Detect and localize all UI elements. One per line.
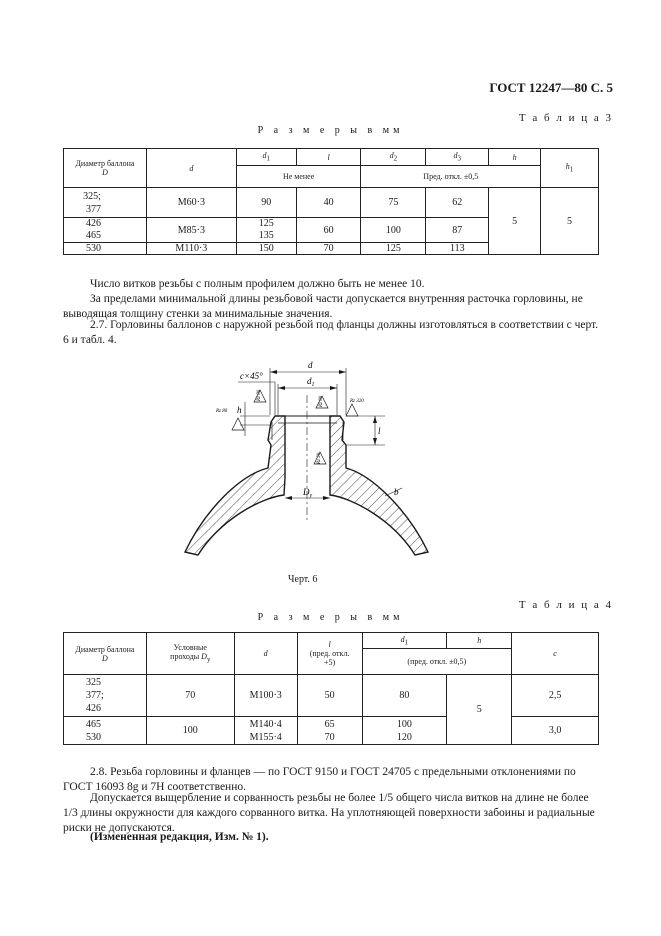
t3-cell-d: M110·3 bbox=[146, 243, 236, 255]
t3-cell-l: 60 bbox=[296, 218, 361, 243]
t3-head-d3: d3 bbox=[426, 149, 489, 166]
t3-cell-d2: 125 bbox=[361, 243, 426, 255]
t3-cell-l: 70 bbox=[296, 243, 361, 255]
t4-cell-d1: 80 bbox=[362, 675, 447, 717]
t4-cell-dy: 100 bbox=[146, 717, 234, 745]
t3-head-diameter: Диаметр баллона D bbox=[64, 149, 147, 188]
table3 bbox=[63, 148, 599, 255]
label-dy: $D_y$ bbox=[303, 487, 313, 499]
t4-head-d: d bbox=[234, 633, 297, 675]
figure-caption: Черт. 6 bbox=[288, 574, 318, 585]
t3-cell-d2: 75 bbox=[361, 188, 426, 218]
t4-cell-d: M100·3 bbox=[234, 675, 297, 717]
t4-cell-c: 3,0 bbox=[512, 717, 599, 745]
label-rz80-left: Rz 80 bbox=[216, 409, 228, 414]
t4-cell-d1: 100 120 bbox=[362, 717, 447, 745]
t4-head-h: h bbox=[447, 633, 512, 649]
t4-head-l: l (пред. откл. +5) bbox=[297, 633, 362, 675]
table4 bbox=[63, 632, 599, 745]
label-rz80-top: Rz 80 bbox=[257, 389, 262, 401]
t4-cell-l: 65 70 bbox=[297, 717, 362, 745]
table3-sizes: Р а з м е р ы в мм bbox=[257, 125, 404, 136]
t3-cell-h: 5 bbox=[489, 188, 541, 255]
table3-caption: Т а б л и ц а 3 bbox=[518, 112, 613, 124]
t3-cell-d: M60·3 bbox=[146, 188, 236, 218]
label-d: d bbox=[308, 360, 313, 370]
t3-cell-d2: 100 bbox=[361, 218, 426, 243]
table4-caption: Т а б л и ц а 4 bbox=[518, 599, 613, 611]
t4-cell-c: 2,5 bbox=[512, 675, 599, 717]
t3-cell-D: 325; 377 bbox=[64, 188, 147, 218]
right-wall-section bbox=[330, 416, 428, 555]
t3-cell-h1: 5 bbox=[541, 188, 599, 255]
text-threads-count: Число витков резьбы с полным профилем должно быть не менее 10. bbox=[90, 278, 425, 290]
t3-cell-d3: 62 bbox=[426, 188, 489, 218]
text-section-2-8: 2.8. Резьба горловины и фланцев — по ГОСТ 9150 и ГОСТ 24705 с предельными отклонениями по ГОСТ 16093 8g и 7H соответственно. bbox=[63, 766, 576, 793]
t3-head-l: l bbox=[296, 149, 361, 166]
t4-cell-D: 325 377; 426 bbox=[64, 675, 147, 717]
left-wall-section bbox=[185, 416, 285, 555]
t3-head-d2: d2 bbox=[361, 149, 426, 166]
t4-head-c: c bbox=[512, 633, 599, 675]
label-b: b bbox=[394, 487, 399, 497]
t3-cell-d1: 150 bbox=[236, 243, 296, 255]
t3-cell-d3: 113 bbox=[426, 243, 489, 255]
t3-head-h1: h1 bbox=[541, 149, 599, 188]
t3-cell-D: 426 465 bbox=[64, 218, 147, 243]
label-h: h bbox=[237, 405, 242, 415]
t3-head-not-less: Не менее bbox=[236, 166, 361, 188]
t3-head-d: d bbox=[146, 149, 236, 188]
t3-head-tol: Пред. откл. ±0,5 bbox=[361, 166, 541, 188]
t4-head-conditional: Условные проходы Dy bbox=[146, 633, 234, 675]
page-header: ГОСТ 12247—80 С. 5 bbox=[489, 80, 613, 95]
label-rz20: Rz 20 bbox=[317, 452, 322, 464]
label-rz80-d1: Rz 80 bbox=[319, 395, 324, 407]
t3-cell-l: 40 bbox=[296, 188, 361, 218]
label-rz320: Rz 320 bbox=[350, 399, 364, 404]
table4-sizes: Р а з м е р ы в мм bbox=[257, 612, 404, 623]
t4-cell-dy: 70 bbox=[146, 675, 234, 717]
t3-head-d1: d1 bbox=[236, 149, 296, 166]
t3-head-h: h bbox=[489, 149, 541, 166]
label-l: l bbox=[378, 426, 381, 436]
text-thread-defects: Допускается выщербление и сорванность резьбы не более 1/5 общего числа витков на длине не более 1/3 длины окружности для каждого сорванного витка. На уплотняющей поверхности забоины и радиальные риски не допускаются. bbox=[63, 792, 595, 834]
neck-drawing bbox=[180, 360, 440, 565]
text-section-2-7: 2.7. Горловины баллонов с наружной резьбой под фланцы должны изготовляться в соответствии с черт. 6 и табл. 4. bbox=[63, 319, 599, 346]
t4-cell-D: 465 530 bbox=[64, 717, 147, 745]
text-inner-bore: За пределами минимальной длины резьбовой части допускается внутренняя расточка горловины, не выводящая толщину стенки за минимальные значения. bbox=[63, 293, 583, 320]
t4-cell-h: 5 bbox=[447, 675, 512, 745]
t3-cell-d3: 87 bbox=[426, 218, 489, 243]
t3-cell-D: 530 bbox=[64, 243, 147, 255]
t4-head-diameter: Диаметр баллона D bbox=[64, 633, 147, 675]
label-d1: $d_1$ bbox=[307, 376, 315, 388]
t4-cell-l: 50 bbox=[297, 675, 362, 717]
text-amendment: (Измененная редакция, Изм. № 1). bbox=[90, 831, 269, 843]
t3-cell-d1: 90 bbox=[236, 188, 296, 218]
t3-cell-d: M85·3 bbox=[146, 218, 236, 243]
t4-head-tol: (пред. откл. ±0,5) bbox=[362, 649, 512, 675]
t3-cell-d1: 125 135 bbox=[236, 218, 296, 243]
label-chamfer: c×45° bbox=[240, 371, 263, 381]
t4-cell-d: M140·4 M155·4 bbox=[234, 717, 297, 745]
t4-head-d1: d1 bbox=[362, 633, 447, 649]
